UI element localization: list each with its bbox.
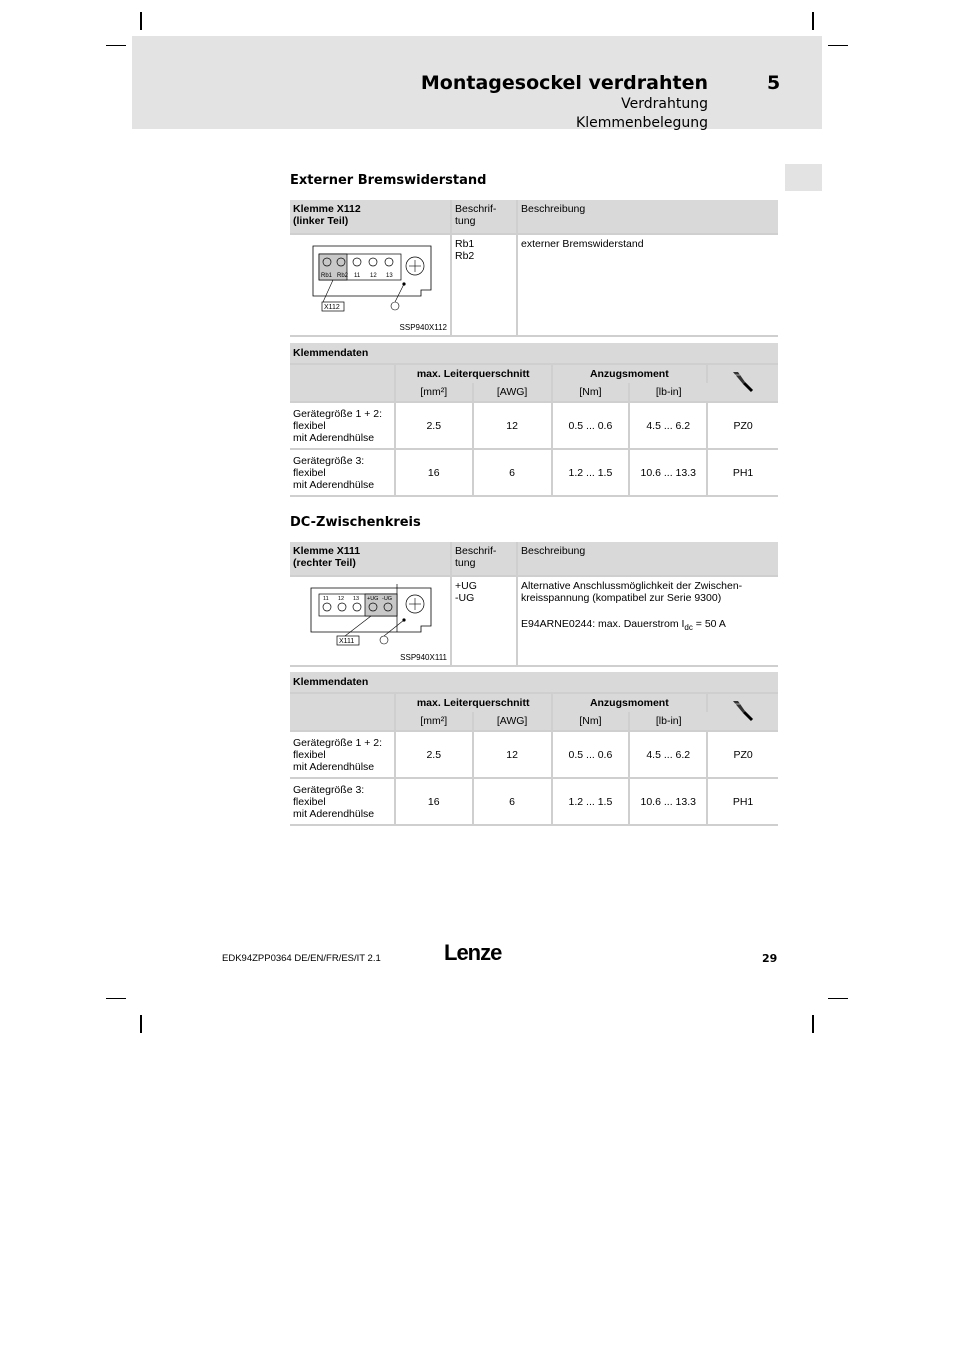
chapter-tab [785, 164, 822, 191]
unit-lbin: [lb-in] [629, 712, 707, 731]
fig-label-x112: X112 [324, 304, 340, 311]
crop-mark [106, 45, 126, 46]
terminal-table-x112: Klemme X112 (linker Teil) Beschrif- tung Beschreibung Rb1 Rb2 11 12 13 X112 SSP940X112 Rb1 Rb2 externer Bremswiderstand [290, 200, 778, 337]
crop-mark [828, 45, 848, 46]
header-torque: Anzugsmoment [552, 693, 708, 712]
subtitle-klemmenbelegung: Klemmenbelegung [576, 115, 708, 131]
chapter-title: Montagesockel verdrahten [420, 72, 708, 94]
terminal-diagram-x111 [293, 580, 443, 648]
unit-lbin: [lb-in] [629, 383, 707, 402]
unit-mm2: [mm²] [395, 712, 473, 731]
crop-mark [812, 1015, 814, 1033]
document-id: EDK94ZPP0364 DE/EN/FR/ES/IT 2.1 [222, 953, 381, 964]
unit-mm2: [mm²] [395, 383, 473, 402]
subtitle-verdrahtung: Verdrahtung [621, 96, 708, 112]
header-conductor: max. Leiterquerschnitt [395, 693, 552, 712]
fig-label-x111: X111 [339, 638, 355, 645]
lenze-logo: Lenze [444, 940, 502, 965]
fig-terminal-label: 12 [370, 273, 377, 279]
header-conductor: max. Leiterquerschnitt [395, 364, 552, 383]
figure-code: SSP940X111 [400, 653, 447, 662]
unit-awg: [AWG] [473, 712, 552, 731]
terminal-table-x111: Klemme X111 (rechter Teil) Beschrif- tung Beschreibung 11 12 13 +UG -UG X111 SSP940X111 +UG -UG Alternative Anschlussmöglichkeit der Zwischen- kreisspannung (kompatibel zur Serie 9300) E94ARNE0244: max. Dauerstrom $I_{dc} = 50$ A [290, 542, 778, 667]
klemmendaten-title: Klemmendaten [290, 672, 778, 693]
table-row: Gerätegröße 1 + 2: flexibel mit Aderendhülse 2.5 12 0.5 ... 0.6 4.5 ... 6.2 PZ0 [290, 402, 778, 449]
terminal-label-rb1: Rb1 [455, 238, 475, 250]
terminal-description: externer Bremswiderstand [517, 234, 778, 336]
fig-terminal-label: +UG [367, 596, 379, 602]
header-torque: Anzugsmoment [552, 364, 708, 383]
section-title-bremswiderstand: Externer Bremswiderstand [290, 173, 487, 188]
table-row: Gerätegröße 1 + 2: flexibel mit Aderendhülse 2.5 12 0.5 ... 0.6 4.5 ... 6.2 PZ0 [290, 731, 778, 778]
terminal-description: Alternative Anschlussmöglichkeit der Zwischen- kreisspannung (kompatibel zur Serie 9300) E94ARNE0244: max. Dauerstrom $I_{dc} = 50$ A [517, 576, 778, 666]
terminal-figure-x112 [290, 234, 451, 336]
klemmendaten-table-2 [290, 672, 778, 826]
fig-terminal-label: 13 [386, 273, 393, 279]
fig-terminal-label: -UG [382, 596, 393, 602]
screwdriver-icon [707, 693, 778, 731]
terminal-label-plus-ug: +UG [455, 580, 477, 592]
table-row: Gerätegröße 3: flexibel mit Aderendhülse 16 6 1.2 ... 1.5 10.6 ... 13.3 PH1 [290, 778, 778, 825]
crop-mark [106, 998, 126, 999]
fig-terminal-label: 13 [353, 596, 360, 602]
fig-terminal-label: 11 [323, 596, 329, 602]
figure-code: SSP940X112 [399, 323, 447, 332]
chapter-number: 5 [767, 72, 781, 94]
terminal-figure-x111 [290, 576, 451, 666]
unit-nm: [Nm] [552, 712, 630, 731]
terminal-label-minus-ug: -UG [455, 592, 475, 604]
klemmendaten-title: Klemmendaten [290, 343, 778, 364]
crop-mark [140, 12, 142, 30]
klemmendaten-table-1 [290, 343, 778, 497]
fig-terminal-label: 12 [338, 596, 345, 602]
page-number: 29 [762, 952, 778, 965]
crop-mark [140, 1015, 142, 1033]
section-title-dc-zwischenkreis: DC-Zwischenkreis [290, 515, 421, 530]
terminal-label-rb2: Rb2 [455, 250, 475, 262]
crop-mark [812, 12, 814, 30]
fig-terminal-label: Rb2 [337, 273, 349, 279]
fig-terminal-label: 11 [354, 273, 361, 279]
terminal-diagram-x112 [293, 238, 443, 318]
table-row: Gerätegröße 3: flexibel mit Aderendhülse 16 6 1.2 ... 1.5 10.6 ... 13.3 PH1 [290, 449, 778, 496]
unit-nm: [Nm] [552, 383, 630, 402]
crop-mark [828, 998, 848, 999]
unit-awg: [AWG] [473, 383, 552, 402]
screwdriver-icon [707, 364, 778, 402]
fig-terminal-label: Rb1 [321, 273, 333, 279]
